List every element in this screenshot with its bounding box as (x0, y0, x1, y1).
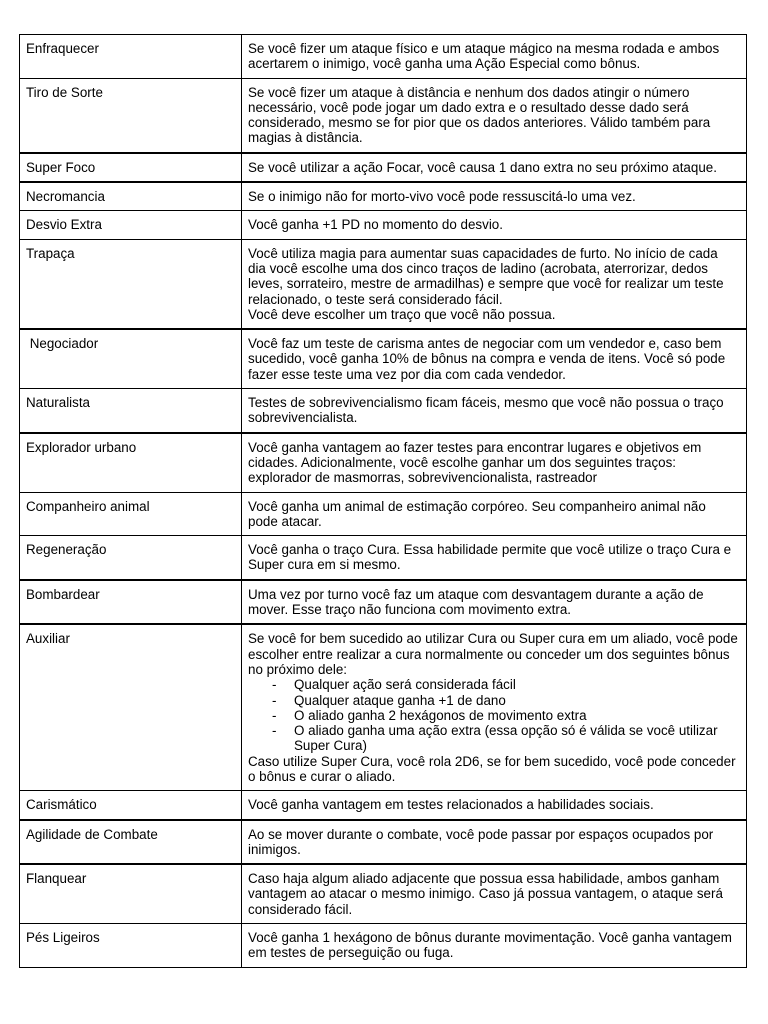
trait-description: Ao se mover durante o combate, você pode passar por espaços ocupados por inimigos. (242, 820, 747, 865)
trait-name: Explorador urbano (20, 433, 242, 492)
trait-description: Se você fizer um ataque à distância e nenhum dos dados atingir o número necessário, você pode jogar um dado extra e o resultado desse dado será considerado, mesmo se for pior que os dados anteriores. Válido também para magias à distância. (242, 78, 747, 153)
table-row (20, 329, 747, 388)
trait-description-note: Você deve escolher um traço que você não possua. (248, 306, 556, 322)
traits-table (19, 34, 747, 968)
table-row (20, 791, 747, 820)
trait-description-text: Você utiliza magia para aumentar suas capacidades de furto. No início de cada dia você escolhe uma dos cinco traços de ladino (acrobata, aterrorizar, dedos leves, sorrateiro, mestre de armadilhas) e sempre que você for realizar um teste relacionado, o teste será considerado fácil. (248, 245, 724, 307)
table-row (20, 35, 747, 79)
trait-description: Você ganha o traço Cura. Essa habilidade permite que você utilize o traço Cura e Super cura em si mesmo. (242, 536, 747, 580)
trait-description: Você ganha vantagem ao fazer testes para encontrar lugares e objetivos em cidades. Adicionalmente, você escolhe ganhar um dos seguintes traços: explorador de masmorras, sobrevivencionalista, rastreador (242, 433, 747, 492)
trait-description-note: Caso utilize Super Cura, você rola 2D6, se for bem sucedido, você pode conceder o bônus e curar o aliado. (248, 753, 736, 784)
trait-name: Agilidade de Combate (20, 820, 242, 865)
table-row (20, 153, 747, 182)
trait-description: Testes de sobrevivencialismo ficam fáceis, mesmo que você não possua o traço sobrevivencialista. (242, 389, 747, 433)
table-row (20, 389, 747, 433)
trait-description: Você ganha 1 hexágono de bônus durante movimentação. Você ganha vantagem em testes de perseguição ou fuga. (242, 924, 747, 968)
trait-description: Você faz um teste de carisma antes de negociar com um vendedor e, caso bem sucedido, você ganha 10% de bônus na compra e venda de itens. Você só pode fazer esse teste uma vez por dia com cada vendedor. (242, 329, 747, 388)
table-row (20, 580, 747, 625)
trait-name: Negociador (20, 329, 242, 388)
bonus-list (248, 677, 738, 753)
trait-description-text: Se você for bem sucedido ao utilizar Cura ou Super cura em um aliado, você pode escolher entre realizar a cura normalmente ou conceder um dos seguintes bônus no próximo dele: (248, 631, 738, 677)
trait-description: Você ganha vantagem em testes relacionados a habilidades sociais. (242, 791, 747, 820)
table-row (20, 536, 747, 580)
trait-name: Desvio Extra (20, 211, 242, 239)
table-row (20, 182, 747, 211)
trait-name: Naturalista (20, 389, 242, 433)
trait-name: Super Foco (20, 153, 242, 182)
trait-description: Se você utilizar a ação Focar, você causa 1 dano extra no seu próximo ataque. (242, 153, 747, 182)
trait-description (242, 239, 747, 329)
trait-description: Você ganha +1 PD no momento do desvio. (242, 211, 747, 239)
trait-description: Se você fizer um ataque físico e um ataque mágico na mesma rodada e ambos acertarem o inimigo, você ganha uma Ação Especial como bônus. (242, 35, 747, 79)
trait-description: Uma vez por turno você faz um ataque com desvantagem durante a ação de mover. Esse traço não funciona com movimento extra. (242, 580, 747, 625)
trait-description (242, 624, 747, 790)
table-row (20, 433, 747, 492)
trait-description: Caso haja algum aliado adjacente que possua essa habilidade, ambos ganham vantagem ao atacar o mesmo inimigo. Caso já possua vantagem, o ataque será considerado fácil. (242, 864, 747, 923)
list-item: - O aliado ganha uma ação extra (essa opção só é válida se você utilizar Super Cura) (272, 723, 738, 754)
trait-name: Necromancia (20, 182, 242, 211)
list-item: - Qualquer ataque ganha +1 de dano (272, 693, 738, 708)
trait-description: Você ganha um animal de estimação corpóreo. Seu companheiro animal não pode atacar. (242, 492, 747, 536)
trait-name: Trapaça (20, 239, 242, 329)
list-item: - O aliado ganha 2 hexágonos de movimento extra (272, 708, 738, 723)
table-row (20, 624, 747, 790)
table-row (20, 820, 747, 865)
table-row (20, 239, 747, 329)
trait-description: Se o inimigo não for morto-vivo você pode ressuscitá-lo uma vez. (242, 182, 747, 211)
table-row (20, 492, 747, 536)
trait-name: Auxiliar (20, 624, 242, 790)
table-row (20, 864, 747, 923)
table-row (20, 78, 747, 153)
trait-name: Regeneração (20, 536, 242, 580)
trait-name: Flanquear (20, 864, 242, 923)
trait-name: Tiro de Sorte (20, 78, 242, 153)
trait-name: Carismático (20, 791, 242, 820)
trait-name: Pés Ligeiros (20, 924, 242, 968)
table-row (20, 211, 747, 239)
trait-name: Bombardear (20, 580, 242, 625)
list-item: - Qualquer ação será considerada fácil (272, 677, 738, 692)
document-page (19, 34, 747, 968)
trait-name: Enfraquecer (20, 35, 242, 79)
table-row (20, 924, 747, 968)
trait-name: Companheiro animal (20, 492, 242, 536)
